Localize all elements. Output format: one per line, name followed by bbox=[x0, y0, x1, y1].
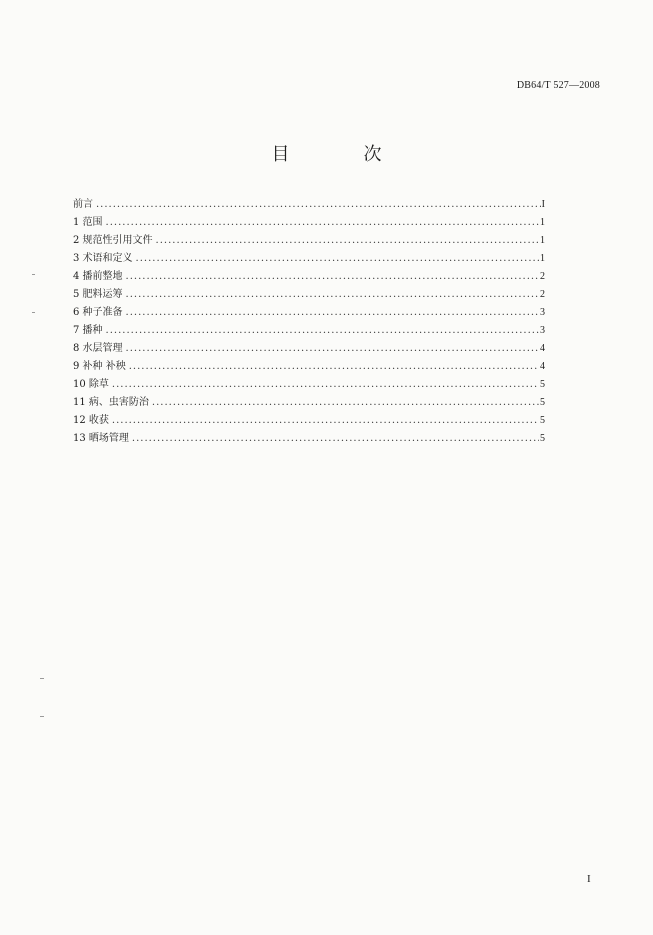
toc-entry-label: 10 除草 bbox=[73, 379, 109, 390]
toc-leader-dots bbox=[126, 268, 539, 286]
toc-entry-land-preparation[interactable] bbox=[73, 268, 545, 286]
toc-entry-page: 4 bbox=[540, 361, 545, 372]
toc-leader-dots bbox=[112, 412, 539, 430]
toc-entry-label: 2 规范性引用文件 bbox=[73, 235, 153, 246]
toc-entry-scope[interactable] bbox=[73, 214, 545, 232]
toc-entry-normative-references[interactable] bbox=[73, 232, 545, 250]
toc-entry-drying-yard[interactable] bbox=[73, 430, 545, 448]
page-number: I bbox=[587, 873, 591, 885]
toc-entry-harvest[interactable] bbox=[73, 412, 545, 430]
toc-entry-weeding[interactable] bbox=[73, 376, 545, 394]
page-title: 目 次 bbox=[271, 144, 410, 165]
toc-leader-dots bbox=[126, 304, 539, 322]
scan-speck bbox=[32, 312, 35, 313]
toc-entry-label: 1 范围 bbox=[73, 217, 103, 228]
toc-entry-water-management[interactable] bbox=[73, 340, 545, 358]
toc-leader-dots bbox=[156, 232, 539, 250]
toc-entry-page: 4 bbox=[540, 343, 545, 354]
toc-leader-dots bbox=[129, 358, 539, 376]
toc-entry-pest-control[interactable] bbox=[73, 394, 545, 412]
toc-entry-page: 5 bbox=[540, 415, 545, 426]
toc-entry-preface[interactable] bbox=[73, 196, 545, 214]
toc-entry-page: 2 bbox=[540, 289, 545, 300]
table-of-contents bbox=[73, 196, 545, 448]
toc-leader-dots bbox=[132, 430, 539, 448]
toc-entry-page: I bbox=[541, 199, 545, 210]
toc-entry-terms-definitions[interactable] bbox=[73, 250, 545, 268]
toc-entry-label: 7 播种 bbox=[73, 325, 103, 336]
toc-entry-page: 5 bbox=[540, 397, 545, 408]
toc-entry-label: 6 种子准备 bbox=[73, 307, 123, 318]
toc-entry-page: 3 bbox=[540, 325, 545, 336]
toc-entry-page: 3 bbox=[540, 307, 545, 318]
toc-entry-label: 5 肥料运筹 bbox=[73, 289, 123, 300]
toc-entry-label: 前言 bbox=[73, 199, 93, 210]
toc-leader-dots bbox=[136, 250, 539, 268]
toc-leader-dots bbox=[112, 376, 539, 394]
toc-leader-dots bbox=[126, 340, 539, 358]
standard-code: DB64/T 527—2008 bbox=[516, 80, 600, 91]
toc-entry-label: 9 补种 补秧 bbox=[73, 361, 126, 372]
toc-entry-page: 1 bbox=[540, 253, 545, 264]
toc-leader-dots bbox=[152, 394, 539, 412]
toc-entry-sowing[interactable] bbox=[73, 322, 545, 340]
toc-entry-label: 11 病、虫害防治 bbox=[73, 397, 149, 408]
scan-speck bbox=[40, 678, 44, 679]
toc-leader-dots bbox=[126, 286, 539, 304]
toc-entry-reseeding[interactable] bbox=[73, 358, 545, 376]
scan-speck bbox=[40, 716, 44, 717]
toc-entry-page: 1 bbox=[540, 217, 545, 228]
toc-entry-label: 12 收获 bbox=[73, 415, 109, 426]
toc-entry-label: 13 晒场管理 bbox=[73, 433, 129, 444]
toc-entry-label: 8 水层管理 bbox=[73, 343, 123, 354]
toc-leader-dots bbox=[106, 322, 539, 340]
toc-entry-fertilizer[interactable] bbox=[73, 286, 545, 304]
toc-entry-label: 4 播前整地 bbox=[73, 271, 123, 282]
toc-leader-dots bbox=[106, 214, 539, 232]
scan-speck bbox=[32, 274, 35, 275]
toc-entry-seed-preparation[interactable] bbox=[73, 304, 545, 322]
toc-entry-page: 5 bbox=[540, 379, 545, 390]
toc-leader-dots bbox=[96, 196, 541, 214]
toc-entry-label: 3 术语和定义 bbox=[73, 253, 133, 264]
toc-entry-page: 5 bbox=[540, 433, 545, 444]
toc-entry-page: 2 bbox=[540, 271, 545, 282]
toc-entry-page: 1 bbox=[540, 235, 545, 246]
